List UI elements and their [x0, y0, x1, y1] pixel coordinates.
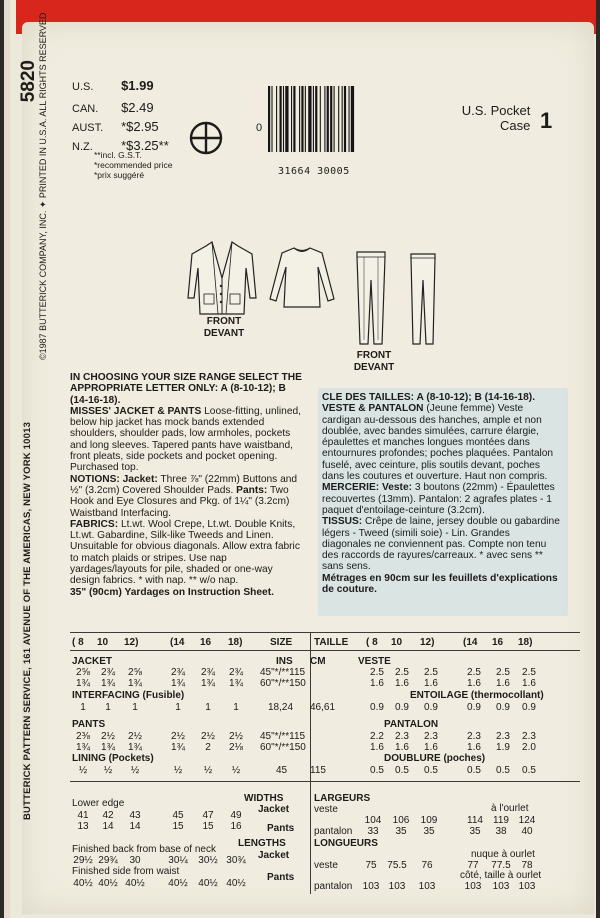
- devant-label: DEVANT: [353, 362, 395, 373]
- pants-length: 40½: [226, 878, 246, 889]
- size-heading: IN CHOOSING YOUR SIZE RANGE SELECT THE APPROPRIATE LETTER ONLY: A (8-10-12); B (14-16-18).: [70, 372, 302, 406]
- price-row: [72, 119, 159, 134]
- pants-width: 14: [129, 821, 141, 832]
- mercerie-text: 3 boutons (22mm) - Épaulettes recouvertes (13mm). Pantalon: 2 agrafes plates - 1 paquet d'entoilage-ceinture (3.2cm).: [322, 482, 555, 516]
- veste-metrage: 2.5: [467, 667, 481, 678]
- pattern-envelope-back: [4, 0, 596, 918]
- price-value: $2.49: [121, 100, 154, 115]
- veste-width: 104: [364, 815, 382, 826]
- pantalon-width: 38: [495, 826, 507, 837]
- barcode-bar: [324, 86, 325, 152]
- width-veste-label: veste: [314, 804, 338, 815]
- pants-width: 16: [230, 821, 242, 832]
- barcode-bar: [283, 86, 284, 152]
- barcode-bar: [315, 86, 317, 152]
- cote-label: côté, taille à ourlet: [460, 870, 542, 881]
- jacket-length: 29½: [73, 855, 93, 866]
- a-lourlet-label: à l'ourlet: [491, 803, 529, 814]
- veste-metrage: 1.6: [496, 678, 510, 689]
- pantalon-metrage: 2.3: [424, 731, 438, 742]
- row-label-pantalon: PANTALON: [384, 719, 439, 730]
- barcode-bar: [280, 86, 282, 152]
- pocket-line: Case: [500, 118, 531, 133]
- jacket-yardage: 2¾: [101, 667, 115, 678]
- pants-length: 40½: [73, 878, 93, 889]
- pants-length: 40½: [98, 878, 118, 889]
- veste-length: 76: [421, 860, 433, 871]
- pantalon-length: 103: [388, 881, 406, 892]
- price-note: [94, 150, 172, 180]
- publisher-address: BUTTERICK PATTERN SERVICE, 161 AVENUE OF THE AMERICAS, NEW YORK 10013: [22, 421, 33, 820]
- doublure-metrage: 0.5: [467, 765, 481, 776]
- barcode-icon: [268, 86, 380, 152]
- barcode-bar: [271, 86, 272, 152]
- interfacing-width: 18,24: [268, 702, 294, 713]
- size-header: 16: [200, 637, 212, 648]
- jacket-yardage: 1¾: [128, 678, 142, 689]
- notions-pants: Two Hook and Eye Closures and Pkg. of 1¼" (3.2cm) Waistband Interfacing.: [70, 484, 290, 519]
- pattern-description-fr: Veste cardigan au-dessous des hanches, ample et non doublée, avec bandes simulées, carrure élargie, épaulettes et manches longues montées dans entournures profondes; poches plaquées. Pantalon fuselé, avec ceinture, plis soutils devant, poches dans les coutures et ouverture. Haut non compris.: [322, 403, 554, 483]
- barcode-bar: [320, 86, 321, 152]
- pants-yardage: 1¾: [101, 742, 115, 753]
- interfacing-yardage: 1: [175, 702, 181, 713]
- pocket-case-number: 1: [540, 108, 553, 133]
- pants-yardage: 2½: [229, 731, 243, 742]
- price-note-line: *prix suggéré: [94, 170, 145, 180]
- jacket-width: 42: [102, 810, 114, 821]
- row-label-pants: PANTS: [72, 719, 106, 730]
- length-jacket-label: Jacket: [258, 850, 290, 861]
- lower-edge-label: Lower edge: [72, 798, 125, 809]
- row-label-doublure: DOUBLURE (poches): [384, 753, 486, 764]
- pantalon-metrage: 2.3: [467, 731, 481, 742]
- fabric-width: 45"*/**115: [260, 667, 306, 678]
- doublure-metrage: 0.5: [424, 765, 438, 776]
- pantalon-metrage: 2.3: [395, 731, 409, 742]
- pants-length: 40½: [198, 878, 218, 889]
- unit-ins: INS: [276, 656, 293, 667]
- jacket-yardage: 1¾: [201, 678, 215, 689]
- interfacing-yardage: 1: [205, 702, 211, 713]
- pants-yardage: 2: [205, 742, 211, 753]
- lining-yardage: ½: [203, 765, 213, 776]
- table-rule: [70, 781, 580, 782]
- finished-side-label: Finished side from waist: [72, 866, 180, 877]
- entoilage-metrage: 0.9: [467, 702, 481, 713]
- fabric-width: 60"*/**150: [260, 678, 306, 689]
- lining-width-cm: 115: [310, 765, 326, 776]
- veste-width: 119: [493, 815, 509, 826]
- size-header: 10: [97, 637, 109, 648]
- lining-yardage: ½: [130, 765, 140, 776]
- barcode-bar: [299, 86, 300, 152]
- french-description: [322, 392, 560, 595]
- pantalon-width: 33: [367, 826, 379, 837]
- width-pantalon-label: pantalon: [314, 826, 353, 837]
- barcode-bar: [313, 86, 314, 152]
- veste-metrage: 1.6: [522, 678, 536, 689]
- pantalon-metrage: 1.6: [395, 742, 409, 753]
- price-value: *$3.25**: [121, 138, 169, 153]
- length-veste-label: veste: [314, 860, 338, 871]
- veste-metrage: 1.6: [395, 678, 409, 689]
- sketch-label: [194, 316, 254, 340]
- barcode-bar: [308, 86, 311, 152]
- jacket-width: 47: [202, 810, 214, 821]
- entoilage-metrage: 0.9: [522, 702, 536, 713]
- length-pantalon-label: pantalon: [314, 881, 353, 892]
- taille-header: 18): [518, 637, 533, 648]
- veste-metrage: 1.6: [424, 678, 438, 689]
- barcode-bar: [276, 86, 277, 152]
- veste-metrage: 2.5: [424, 667, 438, 678]
- price-value: $1.99: [121, 78, 154, 93]
- pantalon-length: 103: [464, 881, 482, 892]
- pants-width: 15: [172, 821, 184, 832]
- doublure-metrage: 0.5: [370, 765, 384, 776]
- entoilage-metrage: 0.9: [496, 702, 510, 713]
- barcode-bar: [291, 86, 292, 152]
- fabric-width: 45"*/**115: [260, 731, 306, 742]
- veste-metrage: 2.5: [496, 667, 510, 678]
- pants-yardage: 2½: [128, 731, 142, 742]
- interfacing-yardage: 1: [105, 702, 111, 713]
- lining-yardage: ½: [231, 765, 241, 776]
- barcode-bar: [334, 86, 335, 152]
- jacket-width: 43: [129, 810, 141, 821]
- barcode-bar: [327, 86, 329, 152]
- size-heading-fr: CLE DES TAILLES: A (8-10-12); B (14-16-18).: [322, 392, 536, 403]
- pattern-title: MISSES' JACKET & PANTS: [70, 405, 202, 417]
- fabric-width: 60"*/**150: [260, 742, 306, 753]
- interfacing-yardage: 1: [233, 702, 239, 713]
- width-pants-label: Pants: [267, 823, 295, 834]
- veste-metrage: 1.6: [467, 678, 481, 689]
- doublure-metrage: 0.5: [496, 765, 510, 776]
- doublure-metrage: 0.5: [395, 765, 409, 776]
- pants-yardage: 2⅜: [76, 731, 90, 742]
- barcode-bar: [342, 86, 343, 152]
- registration-mark-icon: [188, 120, 224, 156]
- table-divider: [310, 632, 311, 894]
- nuque-label: nuque à ourlet: [471, 849, 535, 860]
- unit-cm: CM: [310, 656, 326, 667]
- lining-yardage: ½: [103, 765, 113, 776]
- pocket-case-label: [460, 103, 530, 133]
- veste-metrage: 2.5: [395, 667, 409, 678]
- barcode-number: 31664 30005: [278, 166, 350, 177]
- pants-width: 15: [202, 821, 214, 832]
- row-label-lining: LINING (Pockets): [72, 753, 154, 764]
- section-longueurs: LONGUEURS: [314, 838, 378, 849]
- pants-yardage: 1¾: [128, 742, 142, 753]
- notions-label: NOTIONS: Jacket:: [70, 473, 158, 485]
- pantalon-width: 35: [423, 826, 435, 837]
- jacket-yardage: 2¾: [171, 667, 185, 678]
- pantalon-width: 35: [395, 826, 407, 837]
- taille-header: (14: [463, 637, 478, 648]
- jacket-length: 29¾: [98, 855, 118, 866]
- fabrics-label: FABRICS:: [70, 518, 119, 530]
- jacket-width: 45: [172, 810, 184, 821]
- entoilage-metrage: 0.9: [370, 702, 384, 713]
- jacket-yardage: 1¾: [76, 678, 90, 689]
- finished-back-label: Finished back from base of neck: [72, 844, 216, 855]
- jacket-yardage: 2¾: [229, 667, 243, 678]
- pants-yardage: 2½: [171, 731, 185, 742]
- pattern-number: 5820: [18, 60, 39, 103]
- barcode-bar: [344, 86, 346, 152]
- jacket-length: 30: [129, 855, 141, 866]
- price-country: CAN.: [72, 103, 99, 115]
- pantalon-metrage: 1.9: [496, 742, 510, 753]
- devant-label: DEVANT: [203, 328, 245, 339]
- metrage-note: Métrages en 90cm sur les feuillets d'explications de couture.: [322, 572, 558, 596]
- front-label: FRONT: [206, 316, 242, 327]
- jacket-width: 49: [230, 810, 242, 821]
- fabrics-text: Lt.wt. Wool Crepe, Lt.wt. Double Knits, Lt.wt. Gabardine, Silk-like Tweeds and Linen. Unsuitable for obvious diagonals. Allow extra fabric to match plaids or stripes. Use nap yardages/layouts for pile, shaded or one-way design fabrics. * with nap. ** w/o nap.: [70, 518, 300, 587]
- interfacing-yardage: 1: [80, 702, 86, 713]
- tissus-label: TISSUS:: [322, 516, 363, 528]
- pantalon-metrage: 1.6: [370, 742, 384, 753]
- pants-yardage: 1¾: [171, 742, 185, 753]
- tissus-text: Crêpe de laine, jersey double ou gabardine légers - Tweed (simili soie) - Lin. Grandes diagonales ne conviennent pas. Compte non tenu des raccords de rayures/carreaux. * avec sens ** sans sens.: [322, 516, 560, 573]
- taille-header: 12): [420, 637, 435, 648]
- row-label-interfacing: INTERFACING (Fusible): [72, 690, 185, 701]
- lining-yardage: ½: [173, 765, 183, 776]
- pattern-description: Loose-fitting, unlined, below hip jacket has mock bands extended shoulders, shoulder pads, low armholes, pockets and long sleeves. Tapered pants have waistband, front pleats, side pockets and pocket opening. Purchased top.: [70, 405, 301, 474]
- barcode-bar: [268, 86, 270, 152]
- pantalon-metrage: 1.6: [467, 742, 481, 753]
- pants-yardage: 2⅛: [229, 742, 243, 753]
- veste-length: 75: [365, 860, 377, 871]
- veste-width: 109: [420, 815, 438, 826]
- mercerie-label: MERCERIE: Veste:: [322, 482, 413, 494]
- jacket-sketch: [186, 238, 258, 318]
- row-label-veste: VESTE: [358, 656, 391, 667]
- sketch-label: [344, 350, 404, 374]
- veste-width: 124: [518, 815, 536, 826]
- veste-metrage: 1.6: [370, 678, 384, 689]
- price-value: *$2.95: [121, 119, 159, 134]
- jacket-yardage: 1¾: [101, 678, 115, 689]
- price-note-line: *recommended price: [94, 160, 173, 170]
- pants-yardage: 1¾: [76, 742, 90, 753]
- jacket-yardage: 1¾: [229, 678, 243, 689]
- veste-metrage: 2.5: [370, 667, 384, 678]
- price-row: [72, 100, 154, 115]
- pattern-title-fr: VESTE & PANTALON: [322, 403, 424, 415]
- pants-length: 40½: [168, 878, 188, 889]
- price-country: AUST.: [72, 122, 104, 134]
- pantalon-metrage: 2.2: [370, 731, 384, 742]
- row-label-jacket: JACKET: [72, 656, 113, 667]
- notions-jacket: Three ⅞" (22mm) Buttons and ½" (3.2cm) Covered Shoulder Pads.: [70, 473, 298, 496]
- barcode-bar: [338, 86, 339, 152]
- veste-length: 77.5: [491, 860, 511, 871]
- pattern-title-sub-fr: (Jeune femme): [426, 403, 495, 415]
- jacket-yardage: 1¾: [171, 678, 185, 689]
- entoilage-metrage: 0.9: [395, 702, 409, 713]
- jacket-length: 30¾: [226, 855, 246, 866]
- size-header: 12): [124, 637, 139, 648]
- barcode-bar: [285, 86, 288, 152]
- pants-length: 40½: [125, 878, 145, 889]
- jacket-length: 30¼: [168, 855, 188, 866]
- size-header: SIZE: [270, 637, 293, 648]
- notions-pants-label: Pants:: [236, 484, 268, 496]
- price-note-line: **incl. G.S.T.: [94, 150, 142, 160]
- jacket-yardage: 2¾: [201, 667, 215, 678]
- jacket-width: 41: [77, 810, 89, 821]
- veste-length: 77: [467, 860, 479, 871]
- english-description: [70, 372, 302, 598]
- pantalon-length: 103: [518, 881, 536, 892]
- veste-length: 75.5: [387, 860, 407, 871]
- lining-yardage: ½: [78, 765, 88, 776]
- veste-width: 114: [467, 815, 483, 826]
- pantalon-length: 103: [362, 881, 380, 892]
- table-rule: [70, 650, 580, 651]
- veste-metrage: 2.5: [522, 667, 536, 678]
- jacket-length: 30½: [198, 855, 218, 866]
- price-row: [72, 78, 154, 93]
- pants-yardage: 2½: [101, 731, 115, 742]
- pantalon-metrage: 2.3: [522, 731, 536, 742]
- table-rule: [70, 632, 580, 633]
- row-label-entoilage: ENTOILAGE (thermocollant): [410, 690, 544, 701]
- size-header: 18): [228, 637, 243, 648]
- jacket-yardage: 2⅝: [128, 667, 142, 678]
- doublure-metrage: 0.5: [522, 765, 536, 776]
- entoilage-metrage: 0.9: [424, 702, 438, 713]
- pocket-line: U.S. Pocket: [461, 103, 531, 118]
- barcode-bar: [293, 86, 295, 152]
- barcode-bar: [349, 86, 350, 152]
- pantalon-metrage: 2.0: [522, 742, 536, 753]
- price-country: N.Z.: [72, 141, 93, 153]
- barcode-bar: [351, 86, 354, 152]
- size-header: (14: [170, 637, 185, 648]
- veste-width: 106: [392, 815, 410, 826]
- barcode-bar: [330, 86, 332, 152]
- pantalon-length: 103: [418, 881, 436, 892]
- barcode-bar: [301, 86, 303, 152]
- size-header: ( 8: [72, 637, 84, 648]
- pants-yardage: 2½: [201, 731, 215, 742]
- length-pants-label: Pants: [267, 872, 295, 883]
- pantalon-metrage: 1.6: [424, 742, 438, 753]
- pants-front-sketch: [354, 250, 388, 346]
- taille-header: 16: [492, 637, 504, 648]
- veste-length: 78: [521, 860, 533, 871]
- pantalon-width: 35: [469, 826, 481, 837]
- barcode-bar: [305, 86, 306, 152]
- pants-width: 13: [77, 821, 89, 832]
- top-sketch: [268, 245, 336, 311]
- barcode-lead-digit: 0: [256, 122, 263, 134]
- taille-header: TAILLE: [314, 637, 349, 648]
- pantalon-metrage: 2.3: [496, 731, 510, 742]
- pants-back-sketch: [408, 252, 438, 346]
- lining-width: 45: [276, 765, 288, 776]
- section-lengths: LENGTHS: [238, 838, 286, 849]
- pantalon-width: 40: [521, 826, 533, 837]
- jacket-yardage: 2⅝: [76, 667, 90, 678]
- taille-header: 10: [391, 637, 403, 648]
- section-largeurs: LARGEURS: [314, 793, 371, 804]
- section-widths: WIDTHS: [244, 793, 284, 804]
- price-country: U.S.: [72, 81, 94, 93]
- pants-width: 14: [102, 821, 114, 832]
- pantalon-length: 103: [492, 881, 510, 892]
- copyright-line: ©1987 BUTTERICK COMPANY, INC. ✦ PRINTED IN U.S.A. ALL RIGHTS RESERVED: [38, 12, 48, 360]
- interfacing-width-cm: 46,61: [310, 702, 336, 713]
- yardage-note: 35" (90cm) Yardages on Instruction Sheet.: [70, 586, 274, 598]
- width-jacket-label: Jacket: [258, 804, 290, 815]
- front-label: FRONT: [356, 350, 392, 361]
- interfacing-yardage: 1: [132, 702, 138, 713]
- taille-header: ( 8: [366, 637, 378, 648]
